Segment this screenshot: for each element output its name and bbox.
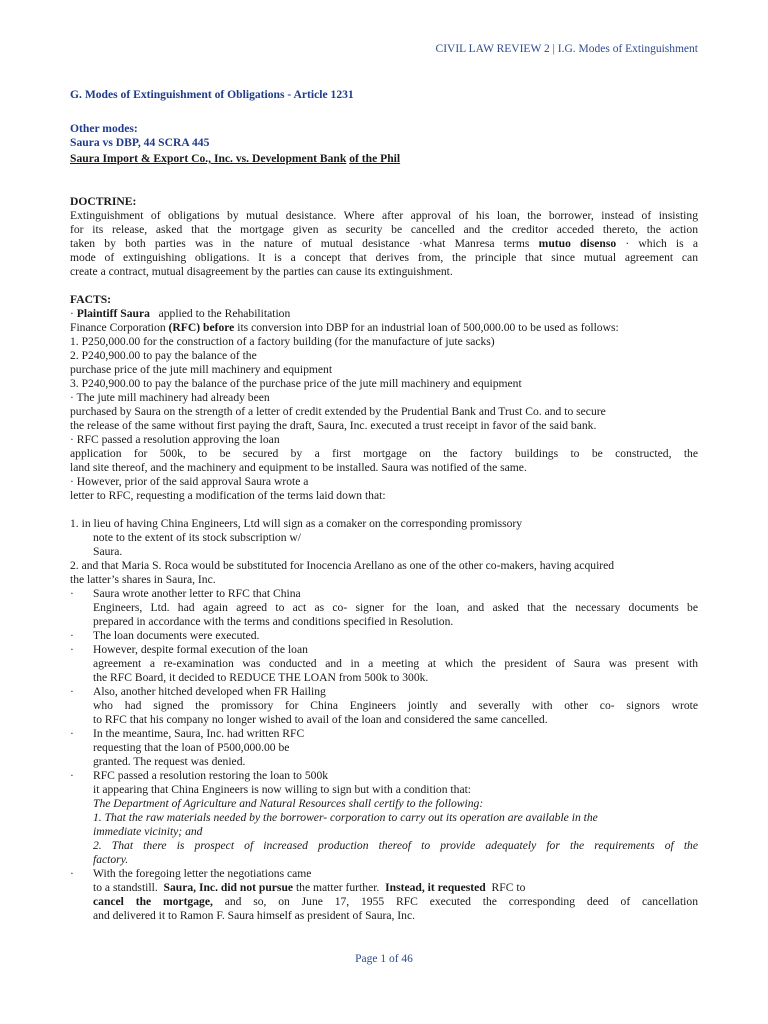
doctrine-term: mutuo disenso [538, 237, 617, 250]
facts-emph: Saura, Inc. did not pursue [163, 881, 294, 894]
facts-line: application for 500k, to be secured by a first mortgage on the factory buildings to be constructed, the [70, 447, 698, 460]
facts-line: prepared in accordance with the terms and conditions specified in Resolution. [93, 615, 454, 628]
facts-party: Plaintiff Saura [76, 307, 150, 320]
facts-line: Engineers, Ltd. had again agreed to act as co- signer for the loan, and asked that the necessary documents be [93, 601, 698, 614]
bullet: · [70, 769, 74, 782]
bullet: · [70, 629, 74, 642]
doctrine-text: · which is a [625, 237, 699, 250]
case-citation: Saura vs DBP, 44 SCRA 445 [70, 136, 210, 149]
facts-line: 1. in lieu of having China Engineers, Ltd will sign as a comaker on the corresponding promissory [70, 517, 523, 530]
page-number: Page 1 of 46 [355, 953, 413, 965]
facts-line: RFC passed a resolution restoring the loan to 500k [93, 769, 329, 782]
facts-line: With the foregoing letter the negotiations came [93, 867, 312, 880]
facts-line: · RFC passed a resolution approving the loan [70, 433, 280, 446]
section-title: G. Modes of Extinguishment of Obligations - Article 1231 [70, 88, 354, 101]
facts-line: purchased by Saura on the strength of a letter of credit extended by the Prudential Bank and Trust Co. and to secure [70, 405, 606, 418]
facts-text: applied to the Rehabilitation [158, 307, 291, 320]
bullet: · [70, 307, 74, 320]
facts-line: · However, prior of the said approval Saura wrote a [70, 475, 309, 488]
facts-line: 3. P240,900.00 to pay the balance of the purchase price of the jute mill machinery and equipment [70, 377, 522, 390]
doctrine-line: Extinguishment of obligations by mutual desistance. Where after approval of his loan, the borrower, instead of insisting [70, 209, 698, 222]
facts-emph: Instead, it requested [385, 881, 486, 894]
facts-line: 1. P250,000.00 for the construction of a factory building (for the manufacture of jute sacks) [70, 335, 495, 348]
facts-line: letter to RFC, requesting a modification of the terms laid down that: [70, 489, 386, 502]
facts-line: However, despite formal execution of the loan [93, 643, 308, 656]
facts-line [93, 881, 698, 895]
facts-line [70, 321, 698, 335]
running-header: CIVIL LAW REVIEW 2 | I.G. Modes of Extinguishment [435, 43, 698, 55]
facts-line: 2. and that Maria S. Roca would be substituted for Inocencia Arellano as one of the other co-makers, having acquired [70, 559, 615, 572]
facts-text: Finance Corporation [70, 321, 166, 334]
facts-emph: cancel the mortgage, [93, 895, 213, 908]
doctrine-line: mode of extinguishing obligations. It is a concept that derives from, the principle that since mutual agreement can [70, 251, 698, 264]
facts-line [70, 307, 698, 321]
facts-line: immediate vicinity; and [93, 825, 203, 838]
facts-emph: (RFC) before [168, 321, 235, 334]
doctrine-line: for its release, asked that the mortgage given as security be cancelled and the creditor acceded thereto, the action [70, 223, 698, 236]
facts-line: Saura wrote another letter to RFC that China [93, 587, 301, 600]
facts-line: factory. [93, 853, 129, 866]
facts-line: requesting that the loan of P500,000.00 be [93, 741, 290, 754]
facts-text: its conversion into DBP for an industrial loan of 500,000.00 to be used as follows: [237, 321, 619, 334]
case-title-part: of the Phil [349, 152, 401, 165]
facts-line: to RFC that his company no longer wished to avail of the loan and considered the same cancelled. [93, 713, 548, 726]
bullet: · [70, 867, 74, 880]
other-modes-label: Other modes: [70, 122, 138, 135]
facts-line: it appearing that China Engineers is now willing to sign but with a condition that: [93, 783, 472, 796]
doctrine-heading: DOCTRINE: [70, 195, 137, 208]
facts-line: the latter’s shares in Saura, Inc. [70, 573, 216, 586]
facts-line [93, 895, 698, 909]
facts-line: granted. The request was denied. [93, 755, 246, 768]
case-title-part: Saura Import & Export Co., Inc. vs. Development Bank [70, 152, 347, 165]
facts-line: who had signed the promissory for China Engineers jointly and severally with other co- signors wrote [93, 699, 698, 712]
facts-line: 2. P240,900.00 to pay the balance of the [70, 349, 257, 362]
facts-text: to a standstill. [93, 881, 158, 894]
facts-line: the release of the same without first paying the draft, Saura, Inc. executed a trust receipt in favor of the said bank. [70, 419, 597, 432]
facts-text: and so, on June 17, 1955 RFC executed the corresponding deed of cancellation [224, 895, 698, 908]
facts-line: · The jute mill machinery had already been [70, 391, 270, 404]
bullet: · [70, 643, 74, 656]
facts-text: RFC to [491, 881, 526, 894]
facts-line: Saura. [93, 545, 123, 558]
case-title [70, 152, 698, 166]
facts-line: 1. That the raw materials needed by the borrower- corporation to carry out its operation are available in the [93, 811, 598, 824]
facts-line: and delivered it to Ramon F. Saura himself as president of Saura, Inc. [93, 909, 416, 922]
facts-heading: FACTS: [70, 293, 112, 306]
facts-line: purchase price of the jute mill machinery and equipment [70, 363, 333, 376]
bullet: · [70, 685, 74, 698]
facts-line: The loan documents were executed. [93, 629, 260, 642]
facts-line: 2. That there is prospect of increased production thereof to provide adequately for the requirements of the [93, 839, 698, 852]
facts-line: land site thereof, and the machinery and equipment to be installed. Saura was notified of the same. [70, 461, 527, 474]
facts-line: In the meantime, Saura, Inc. had written RFC [93, 727, 305, 740]
facts-line: agreement a re-examination was conducted and in a meeting at which the president of Saura was present with [93, 657, 698, 670]
doctrine-line: create a contract, mutual disagreement by the parties can cause its extinguishment. [70, 265, 453, 278]
bullet: · [70, 587, 74, 600]
facts-line: note to the extent of its stock subscription w/ [93, 531, 302, 544]
facts-line: Also, another hitched developed when FR Hailing [93, 685, 326, 698]
doctrine-line [70, 237, 698, 251]
bullet: · [70, 727, 74, 740]
doctrine-text: taken by both parties was in the nature of mutual desistance ·what Manresa terms [70, 237, 530, 250]
facts-line: the RFC Board, it decided to REDUCE THE LOAN from 500k to 300k. [93, 671, 429, 684]
facts-line: The Department of Agriculture and Natural Resources shall certify to the following: [93, 797, 484, 810]
facts-text: the matter further. [295, 881, 380, 894]
